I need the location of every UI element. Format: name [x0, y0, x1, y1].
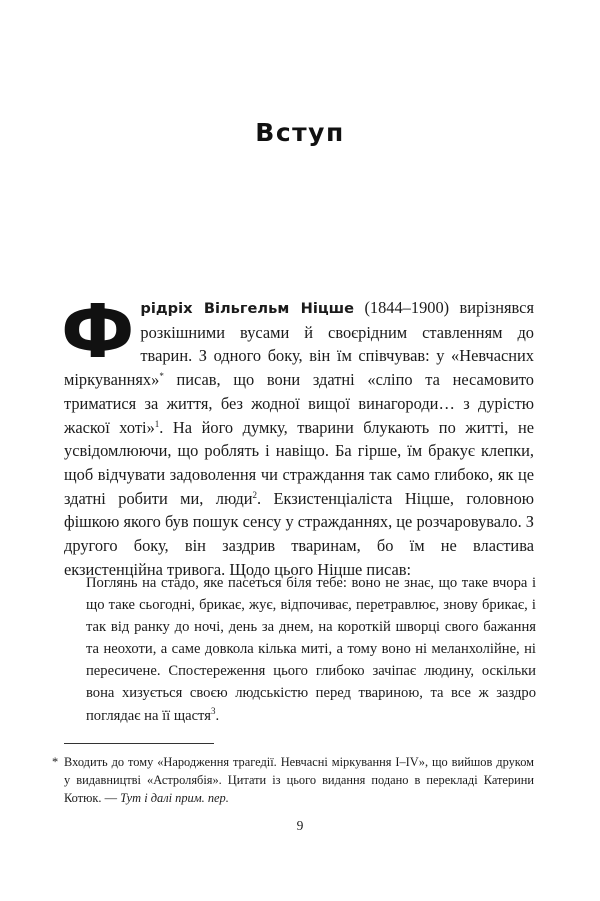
paragraph-text-2: писав, що вони здатні «сліпо та несамовито триматися за життя, без жодної вищої винагороди… з дурістю жаскої хоті»	[64, 370, 534, 437]
endnote-ref-1: 1	[154, 418, 160, 429]
footnote-divider	[64, 743, 214, 744]
endnote-ref-2: 2	[252, 489, 257, 500]
body-paragraph	[61, 289, 535, 581]
endnote-ref-3: 3	[210, 705, 216, 716]
footnote-marker: *	[52, 755, 59, 769]
footnote-ref-star: *	[159, 371, 164, 382]
quote-end: .	[215, 707, 220, 724]
footnote-note: Тут і далі прим. пер.	[120, 791, 229, 805]
footnote	[52, 753, 534, 807]
lead-name: рідріх Вільгельм Ніцше	[140, 300, 355, 317]
page-number: 9	[296, 818, 304, 833]
paragraph-text-4: . Екзистенціаліста Ніцше, головною фішкою якого був пошук сенсу у стражданнях, це розчаровувало. З другого боку, він заздрив тваринам, бо їм не властива екзистенційна тривога. Щодо цього Ніцше писав:	[64, 488, 535, 579]
page-title: Вступ	[255, 118, 345, 147]
quote-text: Поглянь на стадо, яке пасеться біля тебе: воно не знає, що таке вчора і що таке сьогодні, брикає, жує, відпочиває, перетравлює, знову брикає, і так від ранку до ночі, день за днем, на короткій шворці свого бажання та неохоти, а саме довкола кілька миті, а тому воно ні меланхолійне, ні пересичене. Спостереження цього глибоко зачіпає людину, оскільки вона хизується своєю людськістю перед твариною, та все ж заздро поглядає на її щастя	[86, 575, 536, 724]
paragraph-text-3: . На його думку, тварини блукають по житті, не усвідомлюючи, що роблять і навіщо. Ба гірше, їм бракує клепки, щоб відчувати задоволення чи страждання так само глибоко, як це здатні робити ми, люди	[64, 417, 534, 508]
block-quote	[86, 572, 536, 727]
paragraph-text-1: (1844–1900) вирізнявся розкішними вусами й своєрідним ставленням до тварин. З одного боку, він їм співчував: у «Невчасних міркуваннях»	[64, 298, 534, 390]
drop-cap: Ф	[61, 289, 135, 375]
footnote-text: Входить до тому «Народження трагедії. Невчасні міркування I–IV», що вийшов друком у видавництві «Астролябія». Цитати із цього видання подано в перекладі Катерини Котюк. —	[64, 755, 534, 805]
